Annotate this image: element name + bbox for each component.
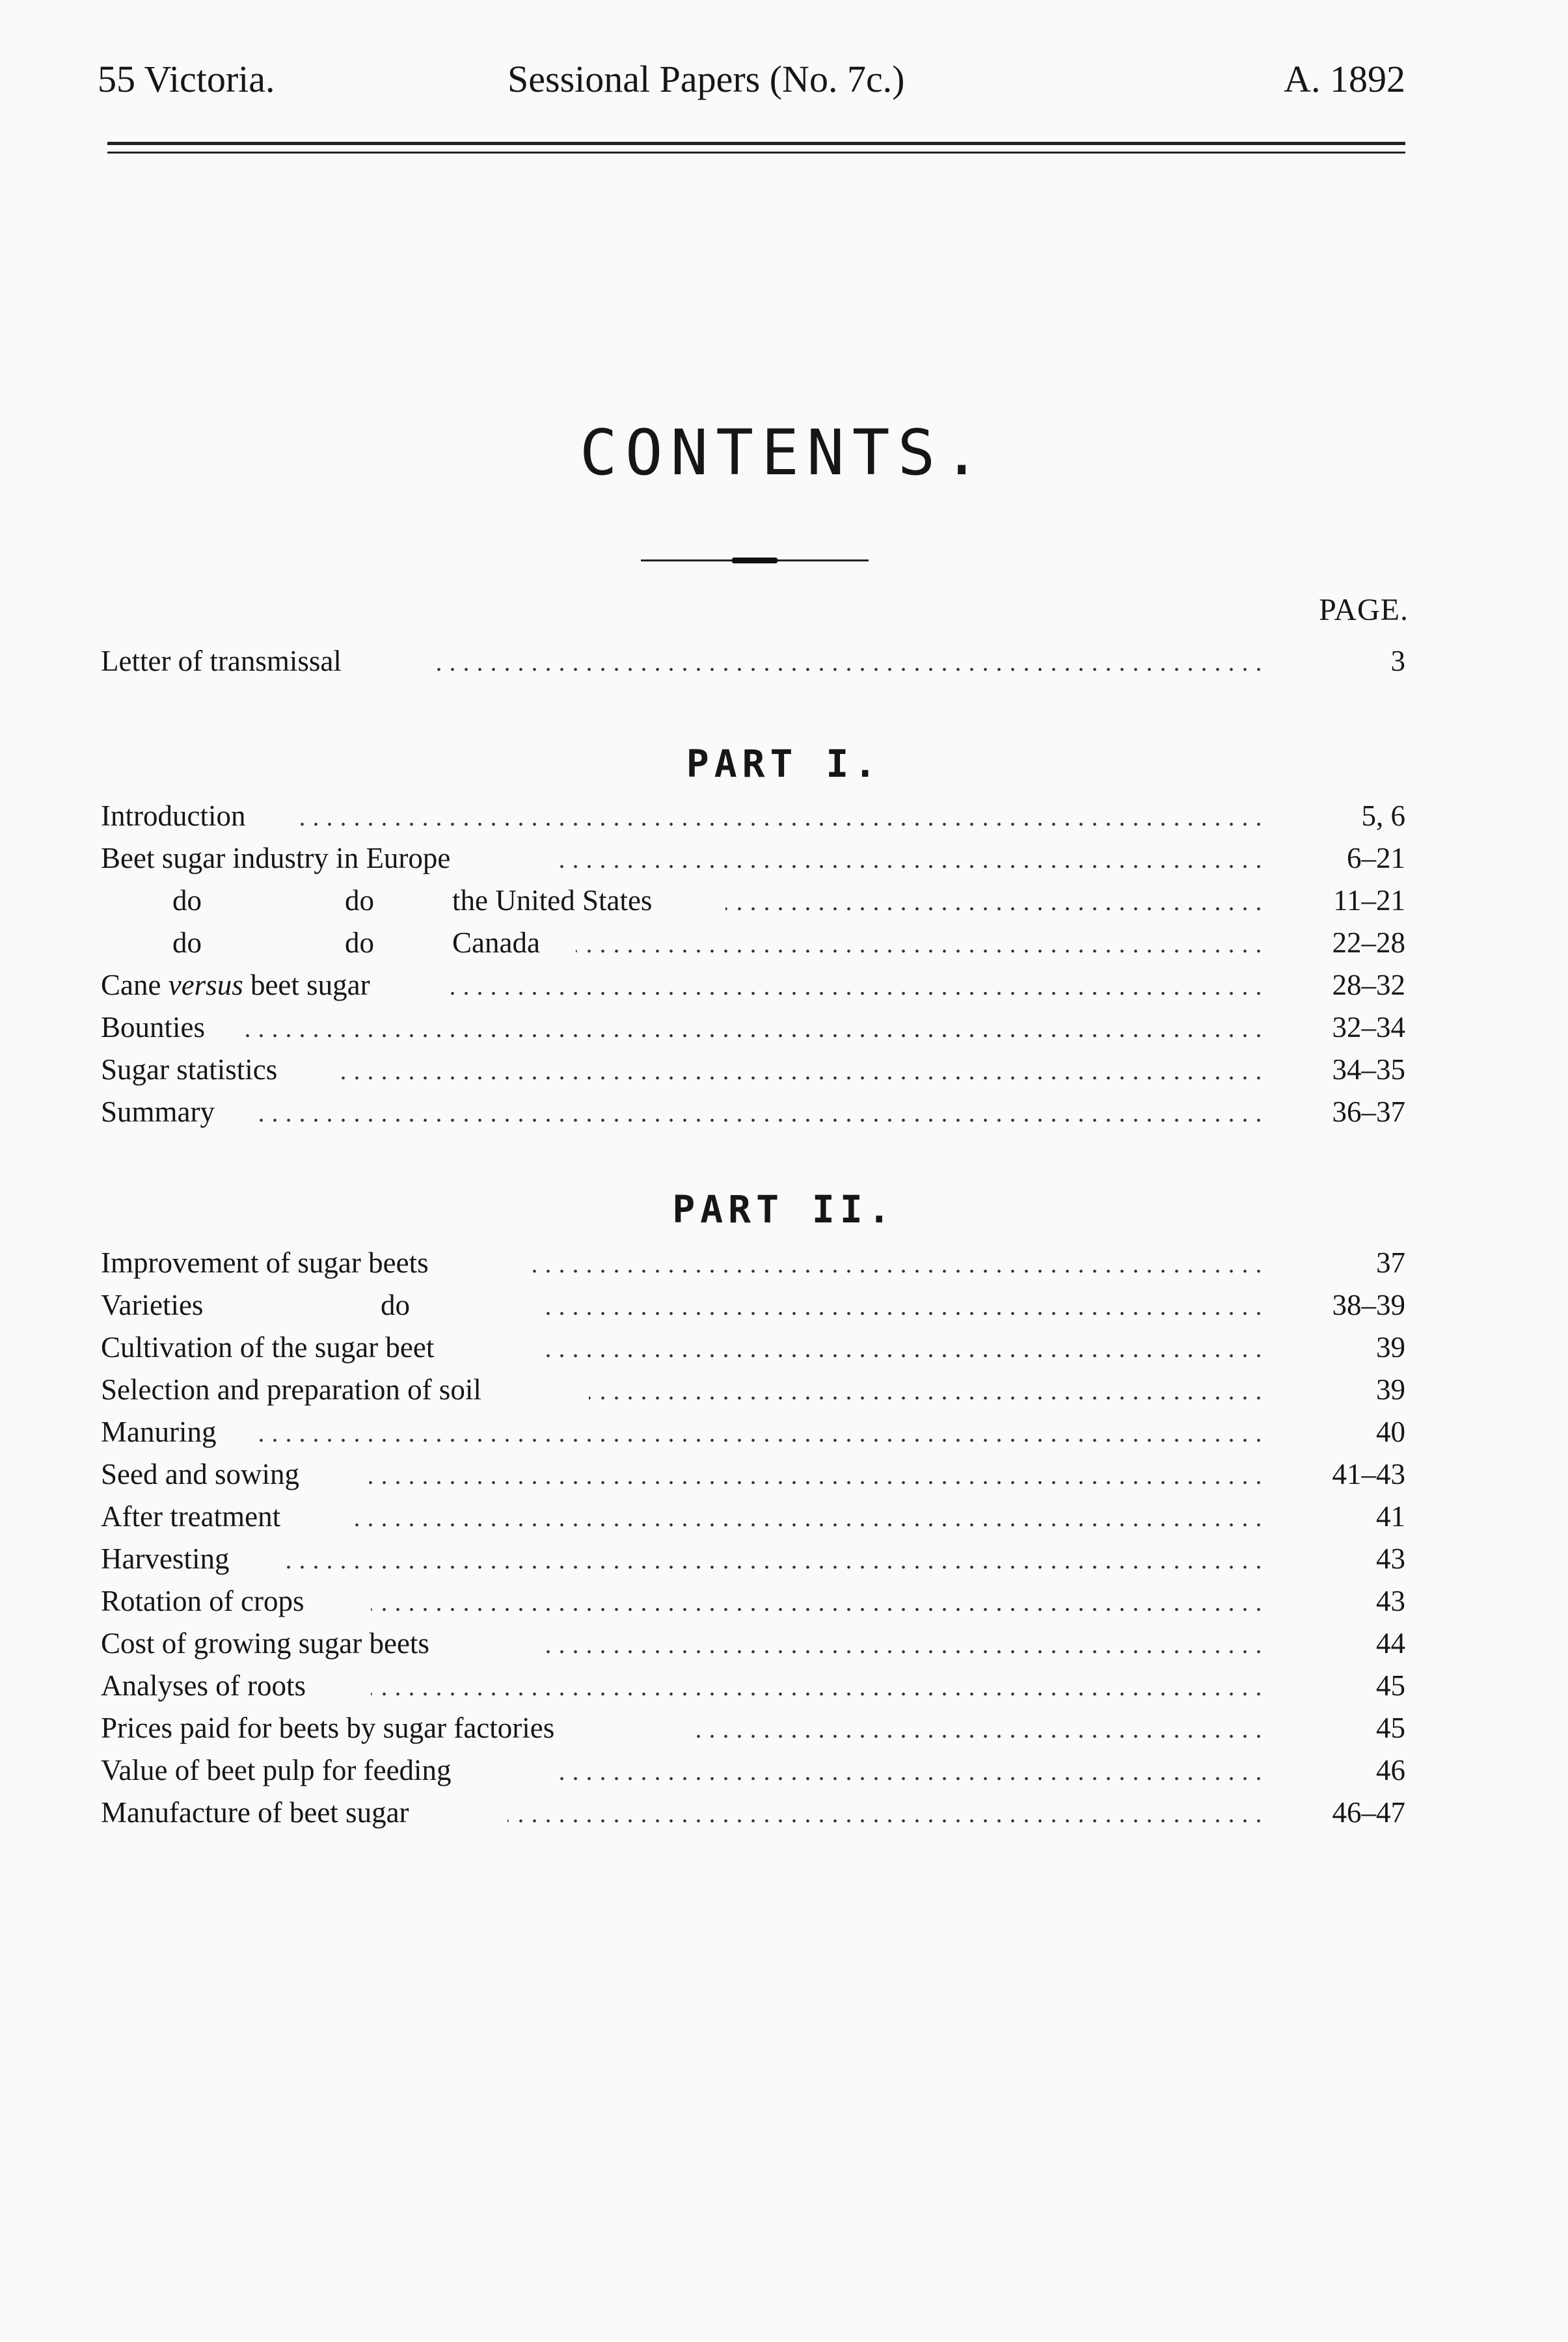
ditto-mark: do [345, 926, 374, 959]
header-rule-thin [107, 152, 1405, 154]
toc-entry-page: 34–35 [1332, 1053, 1405, 1086]
toc-entry [101, 1584, 1405, 1627]
dot-leader [250, 1117, 1265, 1124]
title-ornament-rule [641, 559, 869, 561]
page-title: CONTENTS. [579, 416, 989, 489]
toc-entry-page: 5, 6 [1361, 800, 1405, 832]
toc-entry [101, 1753, 1405, 1796]
dot-leader [589, 1395, 1265, 1401]
toc-entry-label: Improvement of sugar beets [101, 1246, 429, 1279]
toc-entry [101, 1373, 1405, 1416]
dot-leader [433, 666, 1265, 673]
toc-entry-label: Manufacture of beet sugar [101, 1796, 409, 1829]
part-1-heading: PART I. [686, 742, 882, 786]
toc-entry-label: Value of beet pulp for feeding [101, 1754, 452, 1786]
toc-entry-page: 11–21 [1333, 884, 1405, 917]
toc-entry-label: Beet sugar industry in Europe [101, 842, 451, 874]
dot-leader [537, 1310, 1265, 1317]
dot-leader [361, 1479, 1265, 1486]
dot-leader [371, 1606, 1265, 1613]
toc-entry [101, 1542, 1405, 1585]
toc-entry [101, 1626, 1405, 1669]
toc-entry-label: Introduction [101, 800, 246, 832]
toc-entry-page: 45 [1376, 1712, 1405, 1744]
toc-entry-label: Cost of growing sugar beets [101, 1627, 429, 1660]
toc-entry-page: 39 [1376, 1373, 1405, 1406]
toc-entry-label: Cane versus beet sugar [101, 969, 370, 1001]
dot-leader [725, 906, 1265, 912]
toc-entry-page: 39 [1376, 1331, 1405, 1364]
page-column-label: PAGE. [1319, 593, 1409, 627]
ditto-mark: do [172, 926, 202, 959]
toc-entry [101, 1053, 1405, 1096]
dot-leader [693, 1733, 1265, 1740]
toc-entry-label: Cultivation of the sugar beet [101, 1331, 435, 1364]
toc-entry [101, 1669, 1405, 1712]
toc-entry [101, 1796, 1405, 1838]
dot-leader [556, 1775, 1265, 1782]
toc-entry-page: 36–37 [1332, 1096, 1405, 1128]
toc-entry-page: 45 [1376, 1669, 1405, 1702]
toc-entry-page: 43 [1376, 1542, 1405, 1575]
toc-entry-page: 43 [1376, 1585, 1405, 1617]
toc-entry-label: Prices paid for beets by sugar factories [101, 1712, 555, 1744]
running-head-center: Sessional Papers (No. 7c.) [507, 58, 905, 100]
toc-entry-page: 46–47 [1332, 1796, 1405, 1829]
toc-entry [101, 799, 1405, 842]
dot-leader [241, 1032, 1265, 1039]
ditto-mark: do [345, 884, 374, 917]
dot-leader [296, 821, 1265, 828]
toc-entry [101, 841, 1405, 884]
dot-leader [348, 1522, 1265, 1528]
toc-entry-label: Manuring [101, 1416, 217, 1448]
running-head-right: A. 1892 [1284, 58, 1405, 100]
ditto-mark: do [172, 884, 202, 917]
toc-entry-label: Selection and preparation of soil [101, 1373, 481, 1406]
toc-entry-label: Letter of transmissal [101, 645, 342, 677]
toc-entry [101, 968, 1405, 1011]
toc-entry-label: Summary [101, 1096, 215, 1128]
toc-entry-page: 6–21 [1347, 842, 1405, 874]
toc-entry-page: 37 [1376, 1246, 1405, 1279]
toc-entry-label: Rotation of crops [101, 1585, 304, 1617]
toc-entry-page: 46 [1376, 1754, 1405, 1786]
toc-entry-label: Analyses of roots [101, 1669, 306, 1702]
toc-entry [101, 1330, 1405, 1373]
dot-leader [257, 1437, 1265, 1444]
toc-entry [101, 1457, 1405, 1500]
dot-leader [446, 990, 1265, 997]
toc-entry-label: Canada [452, 926, 540, 959]
toc-entry-label: Bounties [101, 1011, 206, 1043]
ditto-mark: do [381, 1289, 410, 1321]
toc-entry-label: Sugar statistics [101, 1053, 278, 1086]
header-rule-thick [107, 142, 1405, 145]
toc-entry [101, 1095, 1405, 1138]
toc-entry-label: After treatment [101, 1500, 281, 1533]
dot-leader [556, 863, 1265, 870]
dot-leader [543, 1353, 1265, 1359]
dot-leader [371, 1691, 1265, 1697]
toc-entry-label: the United States [452, 884, 653, 917]
dot-leader [338, 1075, 1265, 1081]
toc-entry [101, 1288, 1405, 1331]
toc-entry-page: 3 [1390, 645, 1405, 677]
part-2-heading: PART II. [672, 1187, 896, 1232]
running-head-left: 55 Victoria. [98, 58, 275, 100]
dot-leader [507, 1818, 1265, 1824]
toc-entry-label: Seed and sowing [101, 1458, 299, 1490]
toc-entry-label: Varieties [101, 1289, 204, 1321]
toc-entry [101, 1246, 1405, 1289]
toc-entry-page: 40 [1376, 1416, 1405, 1448]
toc-entry-page: 22–28 [1332, 926, 1405, 959]
toc-entry-page: 32–34 [1332, 1011, 1405, 1043]
toc-entry-page: 41–43 [1332, 1458, 1405, 1490]
toc-entry [101, 1500, 1405, 1542]
toc-entry [101, 1711, 1405, 1754]
toc-entry-page: 41 [1376, 1500, 1405, 1533]
toc-entry-letter-of-transmissal [101, 644, 1405, 687]
dot-leader [524, 1268, 1265, 1274]
dot-leader [277, 1564, 1265, 1570]
dot-leader [576, 948, 1265, 954]
toc-entry [101, 1010, 1405, 1053]
toc-entry [101, 926, 1405, 969]
toc-entry-page: 44 [1376, 1627, 1405, 1660]
dot-leader [540, 1649, 1265, 1655]
toc-entry [101, 883, 1405, 926]
toc-entry-page: 38–39 [1332, 1289, 1405, 1321]
running-head [98, 57, 1405, 116]
toc-entry-label: Harvesting [101, 1542, 230, 1575]
toc-entry-page: 28–32 [1332, 969, 1405, 1001]
toc-entry [101, 1415, 1405, 1458]
